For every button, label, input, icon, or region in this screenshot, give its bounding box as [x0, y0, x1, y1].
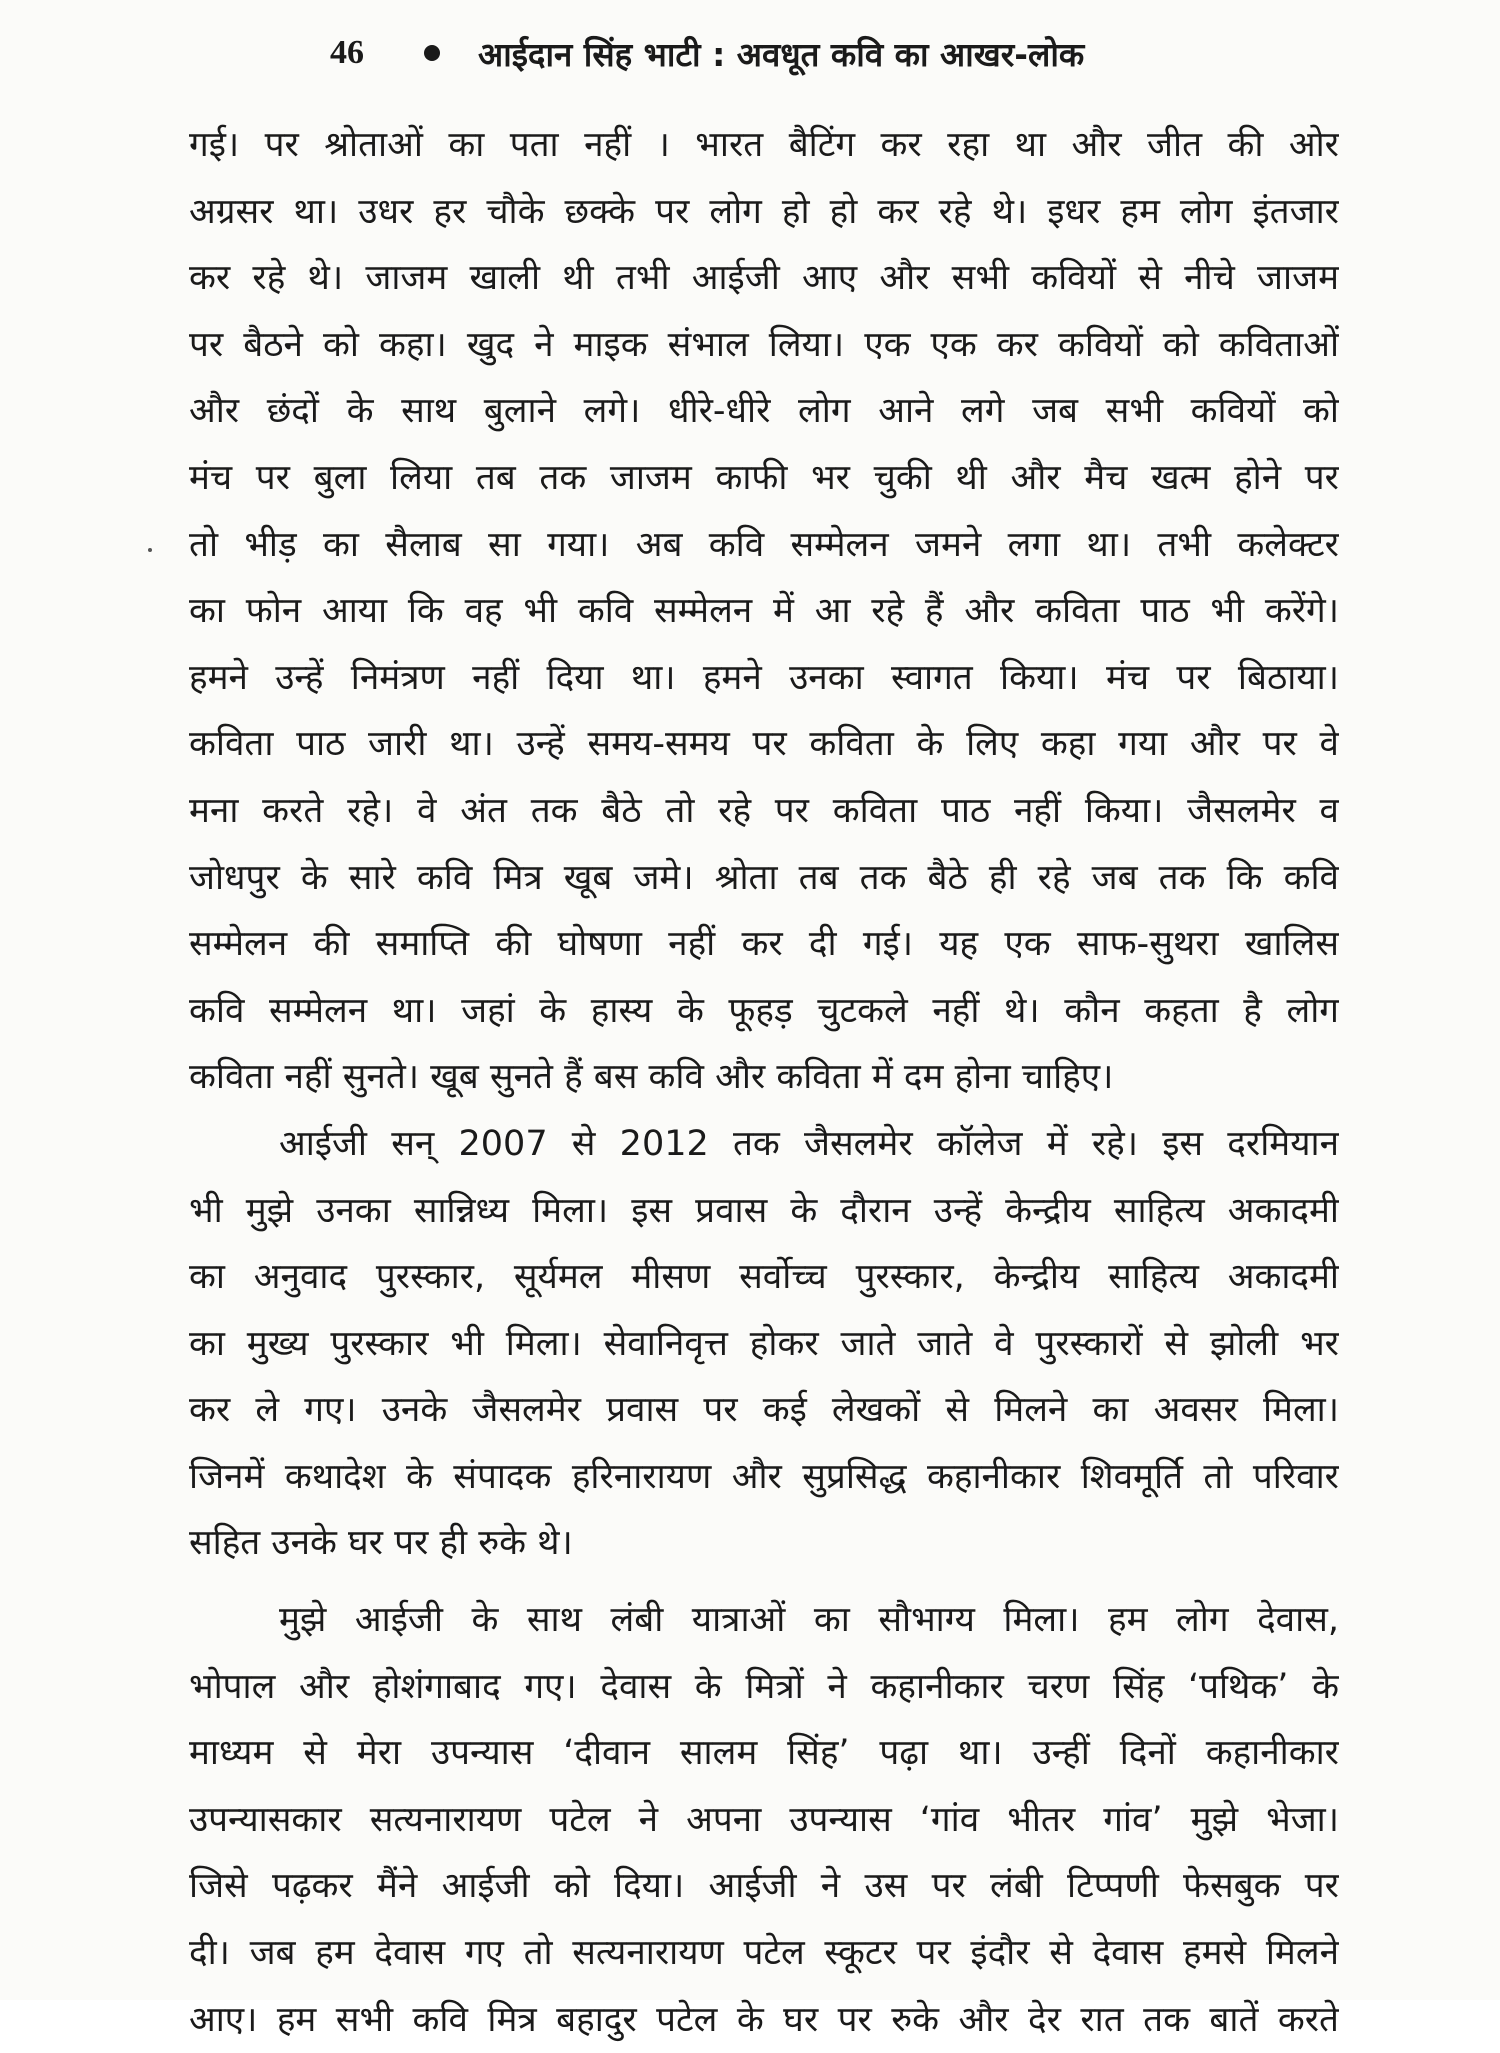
page-number: 46: [330, 34, 364, 71]
text-line: का अनुवाद पुरस्कार, सूर्यमल मीसण सर्वोच्च पुरस्कार, केन्द्रीय साहित्य अकादमी: [189, 1257, 1339, 1298]
text-line: तो भीड़ का सैलाब सा गया। अब कवि सम्मेलन जमने लगा था। तभी कलेक्टर: [189, 524, 1339, 565]
text-line: अग्रसर था। उधर हर चौके छक्के पर लोग हो हो कर रहे थे। इधर हम लोग इंतजार: [189, 191, 1339, 232]
text-line: का फोन आया कि वह भी कवि सम्मेलन में आ रहे हैं और कविता पाठ भी करेंगे।: [189, 591, 1339, 632]
text-line: उपन्यासकार सत्यनारायण पटेल ने अपना उपन्यास ‘गांव भीतर गांव’ मुझे भेजा।: [189, 1799, 1339, 1840]
text-line: का मुख्य पुरस्कार भी मिला। सेवानिवृत्त होकर जाते जाते वे पुरस्कारों से झोली भर: [189, 1323, 1339, 1364]
text-line: जिसे पढ़कर मैंने आईजी को दिया। आईजी ने उस पर लंबी टिप्पणी फेसबुक पर: [189, 1866, 1339, 1907]
text-line: सहित उनके घर पर ही रुके थे।: [189, 1523, 573, 1564]
text-line: मंच पर बुला लिया तब तक जाजम काफी भर चुकी थी और मैच खत्म होने पर: [189, 457, 1339, 498]
text-line: कविता नहीं सुनते। खूब सुनते हैं बस कवि और कविता में दम होना चाहिए।: [189, 1057, 1114, 1098]
text-line: आईजी सन् 2007 से 2012 तक जैसलमेर कॉलेज में रहे। इस दरमियान: [279, 1123, 1339, 1164]
text-line: मना करते रहे। वे अंत तक बैठे तो रहे पर कविता पाठ नहीं किया। जैसलमेर व: [189, 790, 1339, 831]
text-line: भी मुझे उनका सान्निध्य मिला। इस प्रवास के दौरान उन्हें केन्द्रीय साहित्य अकादमी: [189, 1190, 1339, 1231]
text-line: गई। पर श्रोताओं का पता नहीं । भारत बैटिंग कर रहा था और जीत की ओर: [189, 125, 1339, 165]
running-header: [330, 28, 1280, 78]
text-line: और छंदों के साथ बुलाने लगे। धीरे-धीरे लोग आने लगे जब सभी कवियों को: [189, 391, 1339, 432]
text-line: दी। जब हम देवास गए तो सत्यनारायण पटेल स्कूटर पर इंदौर से देवास हमसे मिलने: [189, 1933, 1339, 1974]
margin-speck: [148, 548, 152, 552]
text-line: मुझे आईजी के साथ लंबी यात्राओं का सौभाग्य मिला। हम लोग देवास,: [279, 1600, 1339, 1641]
text-line: कर रहे थे। जाजम खाली थी तभी आईजी आए और सभी कवियों से नीचे जाजम: [189, 258, 1339, 299]
bullet-separator: [424, 45, 440, 61]
text-line: कवि सम्मेलन था। जहां के हास्य के फूहड़ चुटकले नहीं थे। कौन कहता है लोग: [189, 990, 1339, 1031]
text-line: हमने उन्हें निमंत्रण नहीं दिया था। हमने उनका स्वागत किया। मंच पर बिठाया।: [189, 657, 1339, 698]
text-line: माध्यम से मेरा उपन्यास ‘दीवान सालम सिंह’ पढ़ा था। उन्हीं दिनों कहानीकार: [189, 1733, 1339, 1774]
body-text: [189, 112, 1339, 2053]
paragraph-gap: [189, 1577, 1339, 1587]
text-line: सम्मेलन की समाप्ति की घोषणा नहीं कर दी गई। यह एक साफ-सुथरा खालिस: [189, 924, 1339, 965]
text-line: आए। हम सभी कवि मित्र बहादुर पटेल के घर पर रुके और देर रात तक बातें करते: [189, 1999, 1339, 2040]
text-line: कर ले गए। उनके जैसलमेर प्रवास पर कई लेखकों से मिलने का अवसर मिला।: [189, 1390, 1339, 1431]
text-line: भोपाल और होशंगाबाद गए। देवास के मित्रों ने कहानीकार चरण सिंह ‘पथिक’ के: [189, 1666, 1339, 1707]
text-line: जोधपुर के सारे कवि मित्र खूब जमे। श्रोता तब तक बैठे ही रहे जब तक कि कवि: [189, 857, 1339, 898]
text-line: जिनमें कथादेश के संपादक हरिनारायण और सुप्रसिद्ध कहानीकार शिवमूर्ति तो परिवार: [189, 1456, 1339, 1497]
text-line: कविता पाठ जारी था। उन्हें समय-समय पर कविता के लिए कहा गया और पर वे: [189, 724, 1339, 765]
book-title: आईदान सिंह भाटी : अवधूत कवि का आखर-लोक: [478, 34, 1085, 74]
text-line: पर बैठने को कहा। खुद ने माइक संभाल लिया। एक एक कर कवियों को कविताओं: [189, 324, 1339, 365]
